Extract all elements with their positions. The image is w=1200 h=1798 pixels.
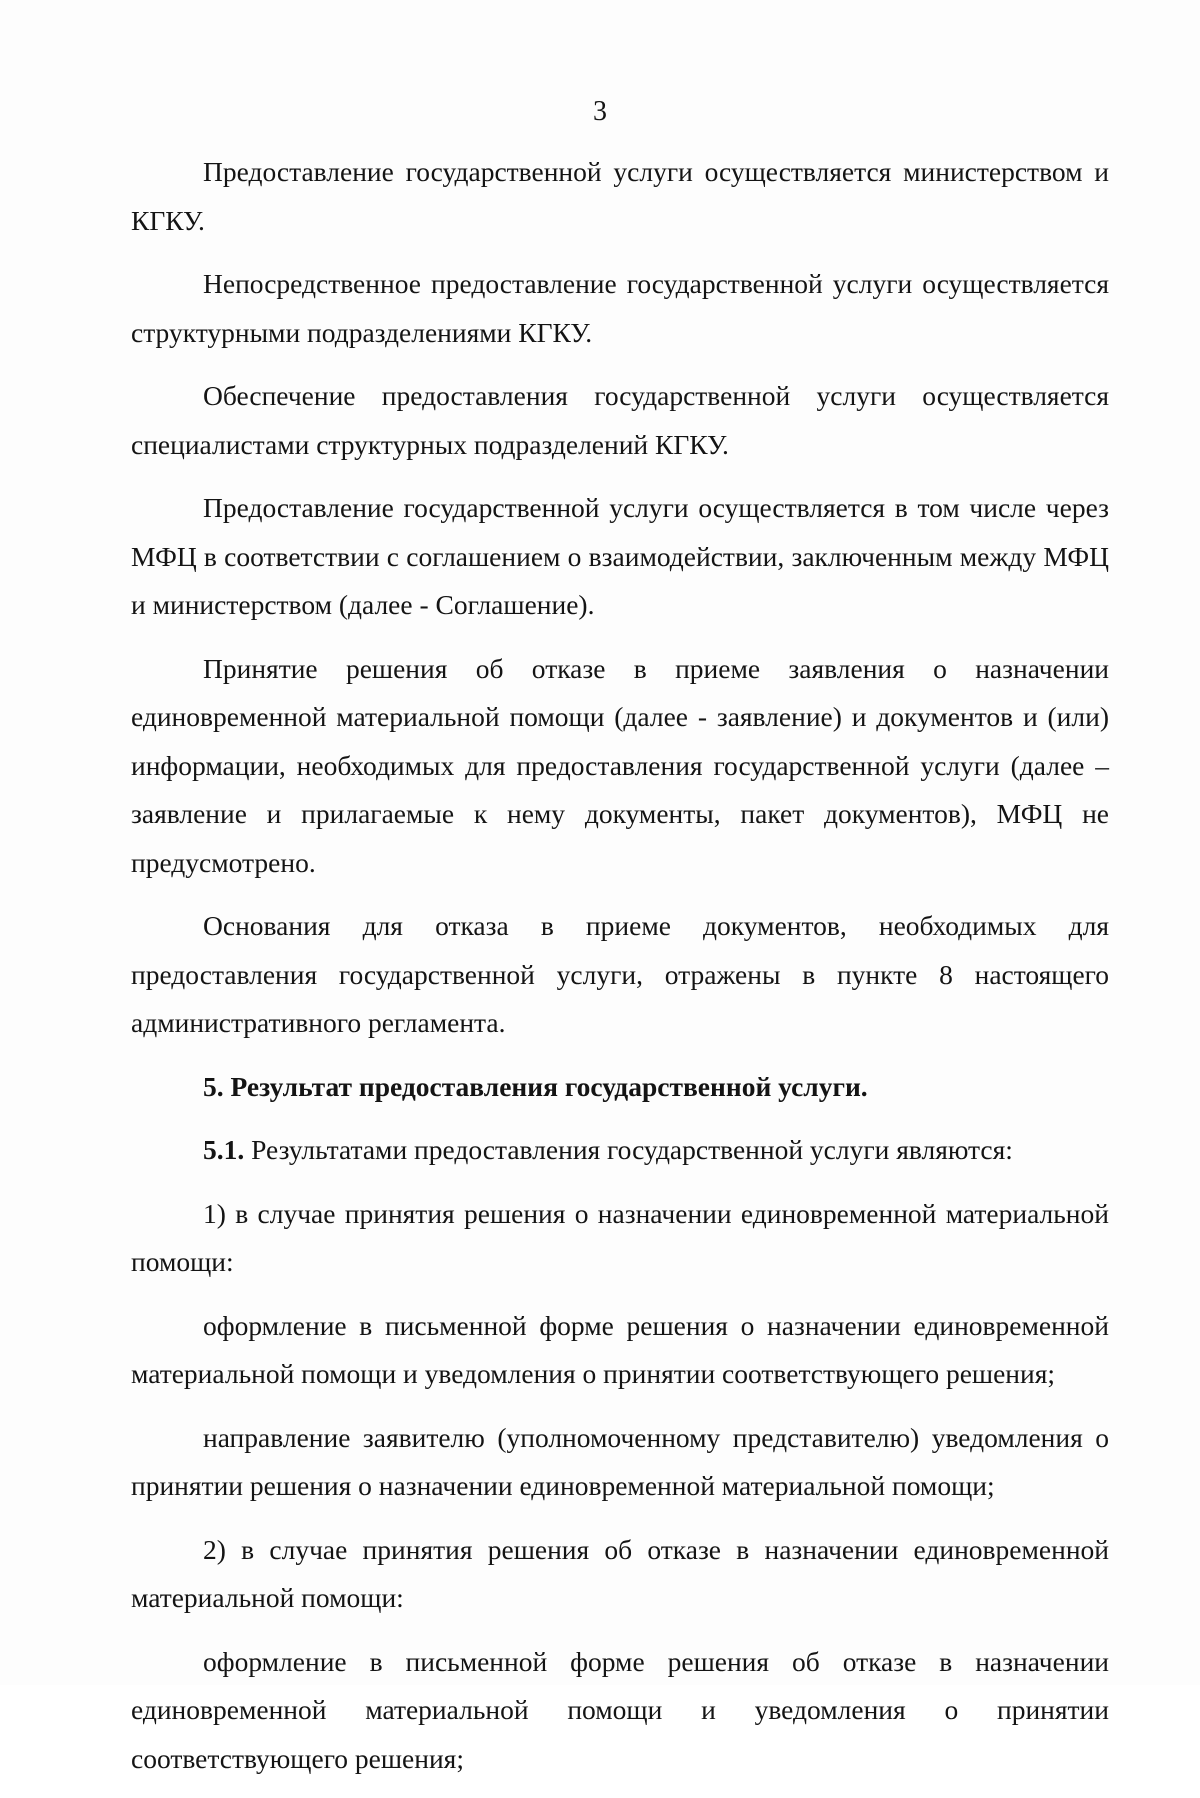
page-number: 3 xyxy=(593,96,607,127)
paragraph: Обеспечение предоставления государственной услуги осуществляется специалистами структурных подразделений КГКУ. xyxy=(131,380,1109,460)
sub-item: оформление в письменной форме решения об отказе в назначении единовременной материальной помощи и уведомления о принятии соответствующего решения; xyxy=(131,1645,1109,1774)
paragraph: Непосредственное предоставление государственной услуги осуществляется структурными подразделениями КГКУ. xyxy=(131,268,1109,348)
section-heading: 5. Результат предоставления государственной услуги. xyxy=(203,1070,868,1102)
sub-item: направление заявителю (уполномоченному представителю) уведомления о принятии решения о назначении единовременной материальной помощи; xyxy=(131,1421,1109,1501)
paragraph: Предоставление государственной услуги осуществляется в том числе через МФЦ в соответствии с соглашением о взаимодействии, заключенным между МФЦ и министерством (далее - Соглашение). xyxy=(131,492,1109,620)
sub-item: 1) в случае принятия решения о назначении единовременной материальной помощи: xyxy=(131,1197,1109,1277)
sub-item: 2) в случае принятия решения об отказе в назначении единовременной материальной помощи: xyxy=(131,1533,1109,1613)
paragraph: Основания для отказа в приеме документов, необходимых для предоставления государственной услуги, отражены в пункте 8 настоящего административного регламента. xyxy=(131,910,1109,1038)
document-body xyxy=(131,148,1109,1798)
sub-item: оформление в письменной форме решения о назначении единовременной материальной помощи и уведомления о принятии соответствующего решения; xyxy=(131,1309,1109,1389)
paragraph: Предоставление государственной услуги осуществляется министерством и КГКУ. xyxy=(131,156,1109,236)
item-text: Результатами предоставления государственной услуги являются: xyxy=(244,1134,1013,1165)
item-number: 5.1. xyxy=(203,1134,245,1165)
section-item xyxy=(131,1126,1109,1175)
paragraph: Принятие решения об отказе в приеме заявления о назначении единовременной материальной помощи (далее - заявление) и документов и (или) информации, необходимых для предоставления государственной услуги (далее – заявление и прилагаемые к нему документы, пакет документов), МФЦ не предусмотрено. xyxy=(131,652,1109,878)
